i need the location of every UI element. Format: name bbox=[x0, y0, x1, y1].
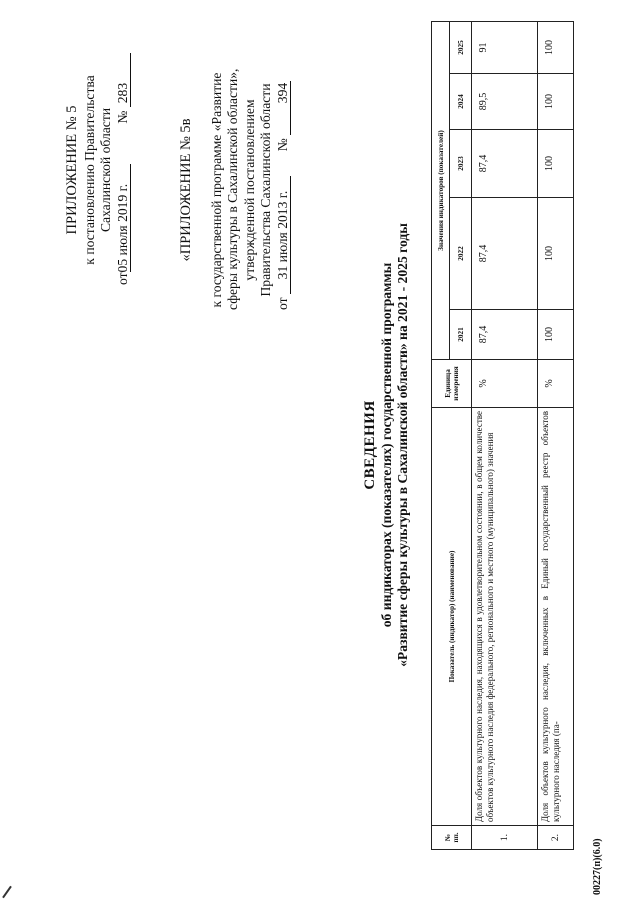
appendix-5v-number: 394 bbox=[276, 81, 291, 135]
row-indicator: Доля объектов культурного наследия, находящихся в удовлетворительном состоянии, в общем количестве объектов культурного наследия федерального, регионального и местного (муниципального) значения bbox=[472, 408, 538, 826]
row-value: 100 bbox=[538, 22, 574, 74]
row-indicator: Доля объектов культурного наследия, включенных в Единый государственный реестр объектов культурного наследия (па- bbox=[538, 408, 574, 826]
scan-mark bbox=[2, 886, 12, 899]
col-indicator-header: Показатель (индикатор) (наименование) bbox=[432, 408, 472, 826]
row-value: 91 bbox=[472, 22, 538, 74]
indicators-table bbox=[431, 21, 574, 850]
appendix-5-title: ПРИЛОЖЕНИЕ № 5 bbox=[64, 105, 80, 235]
year-header: 2021 bbox=[450, 310, 472, 360]
appendix-5-line2: Сахалинской области bbox=[98, 107, 113, 233]
document-code: 00227(п)(6.0) bbox=[592, 838, 603, 895]
row-number: 1. bbox=[472, 826, 538, 850]
appendix-5v-line4: Правительства Сахалинской области bbox=[258, 83, 273, 297]
number-prefix: № bbox=[274, 138, 290, 152]
appendix-5v-line3: утвержденной постановлением bbox=[241, 99, 257, 281]
row-unit: % bbox=[472, 360, 538, 408]
year-header: 2022 bbox=[450, 198, 472, 310]
number-prefix: № bbox=[114, 110, 130, 124]
year-header: 2025 bbox=[450, 22, 472, 74]
row-unit: % bbox=[538, 360, 574, 408]
year-header: 2024 bbox=[450, 74, 472, 130]
document-heading bbox=[362, 185, 411, 705]
appendix-5-date: 05 июля 2019 г. bbox=[116, 164, 131, 272]
date-prefix: от bbox=[274, 297, 290, 310]
col-unit-header: Единица измерения bbox=[432, 360, 472, 408]
table-header-row bbox=[432, 22, 450, 850]
date-prefix: от bbox=[114, 272, 130, 285]
col-values-header: Значения индикаторов (показателей) bbox=[432, 22, 450, 360]
heading-line3: «Развитие сферы культуры в Сахалинской области» на 2021 - 2025 годы bbox=[395, 223, 410, 667]
table-row bbox=[472, 22, 538, 850]
row-value: 100 bbox=[538, 130, 574, 198]
heading-line2: об индикаторах (показателях) государственной программы bbox=[379, 262, 394, 628]
appendix-5-block bbox=[64, 55, 131, 285]
year-header: 2023 bbox=[450, 130, 472, 198]
row-value: 100 bbox=[538, 74, 574, 130]
appendix-5v-block bbox=[178, 70, 291, 310]
appendix-5v-date-line bbox=[275, 70, 292, 310]
appendix-5v-date: 31 июля 2013 г. bbox=[276, 176, 291, 294]
appendix-5-number: 283 bbox=[116, 53, 131, 107]
row-value: 87,4 bbox=[472, 198, 538, 310]
row-value: 89,5 bbox=[472, 74, 538, 130]
col-no-header: № пп. bbox=[432, 826, 472, 850]
row-value: 100 bbox=[538, 310, 574, 360]
appendix-5v-line2: сферы культуры в Сахалинской области», bbox=[225, 68, 240, 310]
appendix-5-line1: к постановлению Правительства bbox=[81, 75, 97, 265]
heading-title: СВЕДЕНИЯ bbox=[362, 400, 378, 490]
appendix-5v-line1: к государственной программе «Развитие bbox=[208, 72, 224, 308]
table-row bbox=[538, 22, 574, 850]
row-number: 2. bbox=[538, 826, 574, 850]
row-value: 87,4 bbox=[472, 130, 538, 198]
row-value: 87,4 bbox=[472, 310, 538, 360]
appendix-5v-title: «ПРИЛОЖЕНИЕ № 5в bbox=[178, 118, 194, 262]
row-value: 100 bbox=[538, 198, 574, 310]
appendix-5-date-line bbox=[115, 55, 132, 285]
